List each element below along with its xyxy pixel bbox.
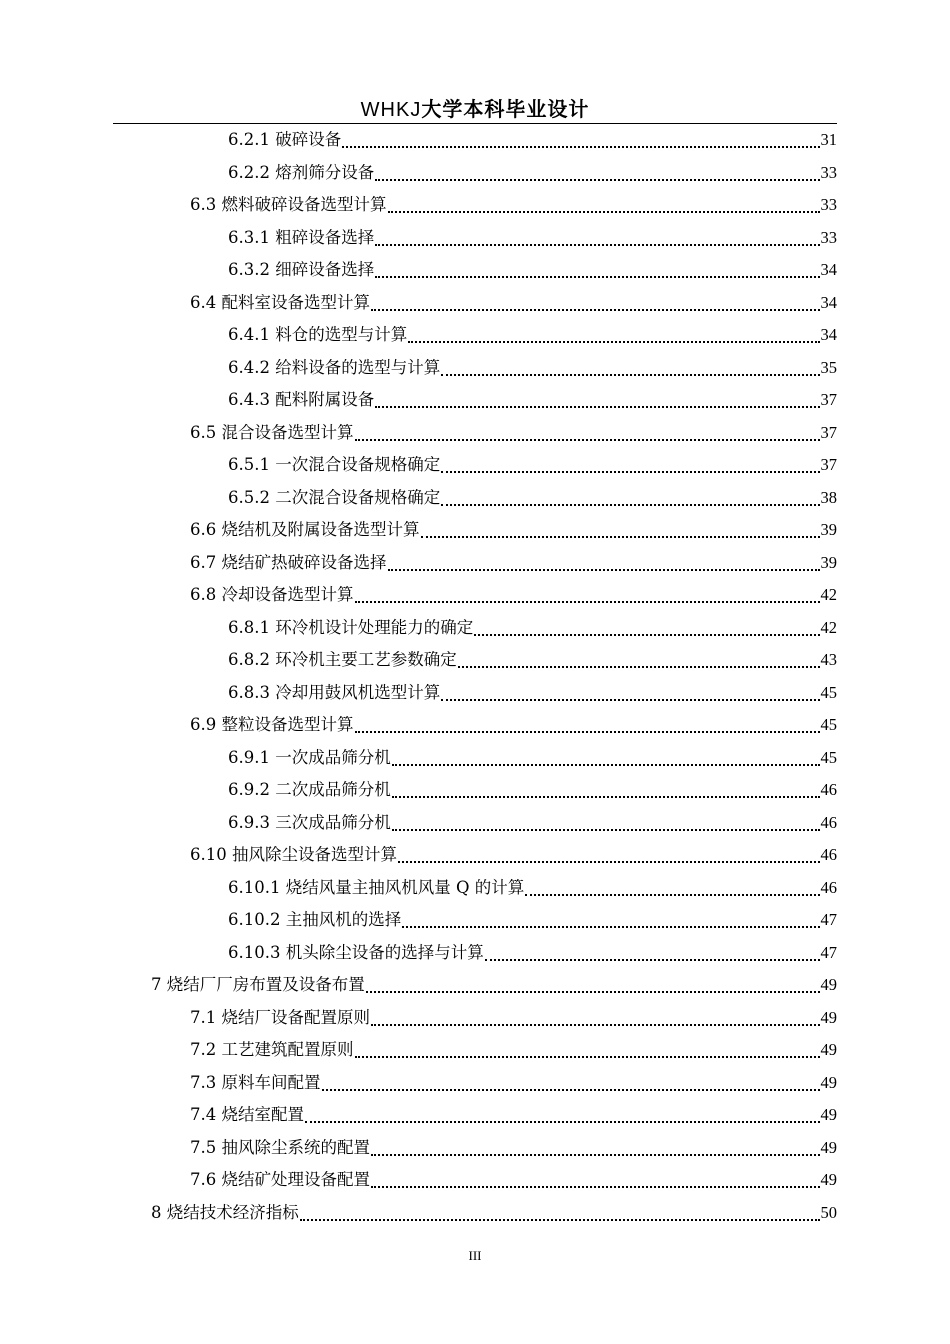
- toc-entry-label: 6.4.1 料仓的选型与计算: [228, 325, 408, 344]
- dot-leader: [375, 179, 819, 181]
- toc-entry-page: 45: [820, 747, 837, 767]
- toc-entry-label: 7.3 原料车间配置: [190, 1072, 321, 1092]
- toc-entry-page: 46: [820, 812, 837, 832]
- dot-leader: [392, 829, 820, 831]
- toc-entry[interactable]: [113, 807, 837, 840]
- toc-entry[interactable]: [113, 124, 837, 157]
- toc-entry-page: 37: [820, 390, 837, 409]
- toc-entry-label: 7.1 烧结厂设备配置原则: [190, 1007, 370, 1027]
- toc-entry[interactable]: [113, 1164, 837, 1197]
- toc-entry-label: 6.10.3 机头除尘设备的选择与计算: [228, 942, 484, 962]
- toc-entry-page: 47: [820, 910, 837, 929]
- toc-entry-page: 37: [820, 422, 837, 442]
- dot-leader: [458, 666, 820, 668]
- toc-entry[interactable]: [113, 352, 837, 385]
- toc-entry[interactable]: [113, 157, 837, 190]
- dot-leader: [441, 504, 819, 506]
- toc-entry[interactable]: [113, 1034, 837, 1067]
- toc-entry[interactable]: [113, 1099, 837, 1132]
- toc-entry-label: 6.4.2 给料设备的选型与计算: [228, 357, 441, 377]
- header-title: 大学本科毕业设计: [421, 97, 590, 121]
- page-number: III: [468, 1248, 482, 1263]
- toc-entry-page: 49: [820, 1040, 837, 1059]
- toc-entry-label: 7.6 烧结矿处理设备配置: [190, 1170, 370, 1189]
- toc-entry[interactable]: [113, 189, 837, 222]
- toc-entry[interactable]: [113, 1197, 837, 1230]
- toc-entry[interactable]: [113, 677, 837, 710]
- toc-entry-page: 34: [820, 325, 837, 344]
- dot-leader: [375, 406, 819, 408]
- toc-entry-label: 6.5.2 二次混合设备规格确定: [228, 487, 441, 507]
- dot-leader: [388, 211, 820, 213]
- toc-entry-page: 49: [820, 1072, 837, 1092]
- toc-entry-label: 7.5 抽风除尘系统的配置: [190, 1137, 370, 1157]
- toc-entry[interactable]: [113, 872, 837, 905]
- toc-entry-label: 6.8.1 环冷机设计处理能力的确定: [228, 617, 474, 637]
- toc-entry-page: 31: [820, 130, 837, 149]
- toc-entry[interactable]: [113, 1002, 837, 1035]
- toc-entry-page: 33: [820, 227, 837, 247]
- dot-leader: [388, 569, 820, 571]
- toc-entry-page: 46: [820, 845, 837, 864]
- toc-entry[interactable]: [113, 222, 837, 255]
- toc-entry-page: 46: [820, 877, 837, 897]
- toc-entry-label: 7 烧结厂厂房布置及设备布置: [151, 975, 365, 994]
- toc-entry-label: 6.9.1 一次成品筛分机: [228, 747, 391, 767]
- toc-entry-label: 6.3.2 细碎设备选择: [228, 260, 375, 279]
- toc-entry[interactable]: [113, 1132, 837, 1165]
- toc-entry-label: 6.3.1 粗碎设备选择: [228, 227, 375, 247]
- toc-entry-page: 47: [820, 942, 837, 962]
- toc-entry-label: 6.9 整粒设备选型计算: [190, 715, 354, 734]
- toc-entry-label: 6.8.2 环冷机主要工艺参数确定: [228, 650, 457, 669]
- toc-entry-page: 38: [820, 487, 837, 507]
- toc-entry-page: 43: [820, 650, 837, 669]
- toc-entry-label: 6.10.2 主抽风机的选择: [228, 910, 402, 929]
- toc-entry[interactable]: [113, 417, 837, 450]
- toc-entry[interactable]: [113, 384, 837, 417]
- dot-leader: [322, 1089, 820, 1091]
- toc-entry-label: 6.2.2 熔剂筛分设备: [228, 162, 375, 182]
- toc-entry-page: 35: [820, 357, 837, 377]
- dot-leader: [366, 991, 820, 993]
- toc-entry[interactable]: [113, 644, 837, 677]
- toc-entry[interactable]: [113, 579, 837, 612]
- dot-leader: [355, 1056, 820, 1058]
- toc-entry-label: 6.10.1 烧结风量主抽风机风量 Q 的计算: [228, 877, 525, 897]
- toc-entry[interactable]: [113, 612, 837, 645]
- page-header: [113, 94, 837, 124]
- dot-leader: [408, 341, 819, 343]
- toc-entry-label: 6.5.1 一次混合设备规格确定: [228, 455, 441, 474]
- dot-leader: [392, 796, 820, 798]
- toc-entry-page: 46: [820, 780, 837, 799]
- toc-entry-page: 39: [820, 552, 837, 572]
- dot-leader: [485, 959, 820, 961]
- toc-entry-page: 49: [820, 1007, 837, 1027]
- toc-entry[interactable]: [113, 514, 837, 547]
- dot-leader: [355, 731, 820, 733]
- toc-entry-page: 49: [820, 1105, 837, 1124]
- dot-leader: [371, 309, 820, 311]
- toc-entry-label: 6.4 配料室设备选型计算: [190, 292, 370, 312]
- dot-leader: [300, 1219, 820, 1221]
- toc-entry-page: 45: [820, 682, 837, 702]
- dot-leader: [371, 1024, 820, 1026]
- toc-entry-label: 8 烧结技术经济指标: [151, 1202, 299, 1222]
- toc-entry[interactable]: [113, 937, 837, 970]
- toc-entry[interactable]: [113, 254, 837, 287]
- toc-entry-page: 49: [820, 1170, 837, 1189]
- toc-entry-label: 6.4.3 配料附属设备: [228, 390, 375, 409]
- toc-entry[interactable]: [113, 449, 837, 482]
- toc-entry-page: 50: [820, 1202, 837, 1222]
- toc-entry-label: 6.10 抽风除尘设备选型计算: [190, 845, 397, 864]
- toc-entry[interactable]: [113, 482, 837, 515]
- toc-entry-label: 6.9.2 二次成品筛分机: [228, 780, 391, 799]
- toc-entry-label: 6.7 烧结矿热破碎设备选择: [190, 552, 387, 572]
- toc-entry-label: 7.4 烧结室配置: [190, 1105, 304, 1124]
- toc-entry-label: 6.8.3 冷却用鼓风机选型计算: [228, 682, 441, 702]
- toc-entry-page: 33: [820, 195, 837, 214]
- dot-leader: [402, 926, 819, 928]
- toc-entry-page: 49: [820, 975, 837, 994]
- toc-entry-page: 39: [820, 520, 837, 539]
- toc-entry-label: 6.9.3 三次成品筛分机: [228, 812, 391, 832]
- toc-entry-label: 6.2.1 破碎设备: [228, 130, 342, 149]
- toc-entry-label: 6.3 燃料破碎设备选型计算: [190, 195, 387, 214]
- toc-entry[interactable]: [113, 319, 837, 352]
- dot-leader: [342, 146, 819, 148]
- table-of-contents: [113, 124, 837, 1229]
- toc-entry-label: 6.8 冷却设备选型计算: [190, 585, 354, 604]
- dot-leader: [375, 244, 819, 246]
- toc-entry-page: 33: [820, 162, 837, 182]
- dot-leader: [371, 1186, 820, 1188]
- toc-entry-label: 6.5 混合设备选型计算: [190, 422, 354, 442]
- toc-entry-page: 49: [820, 1137, 837, 1157]
- toc-entry-page: 42: [820, 585, 837, 604]
- toc-entry[interactable]: [113, 742, 837, 775]
- toc-entry-page: 34: [820, 292, 837, 312]
- dot-leader: [355, 439, 820, 441]
- dot-leader: [392, 764, 820, 766]
- toc-entry-page: 34: [820, 260, 837, 279]
- toc-entry[interactable]: [113, 904, 837, 937]
- dot-leader: [398, 861, 820, 863]
- dot-leader: [525, 894, 819, 896]
- toc-entry-label: 6.6 烧结机及附属设备选型计算: [190, 520, 420, 539]
- toc-entry-page: 42: [820, 617, 837, 637]
- dot-leader: [375, 276, 819, 278]
- toc-entry[interactable]: [113, 774, 837, 807]
- toc-entry-page: 37: [820, 455, 837, 474]
- header-latin: WHKJ: [360, 99, 422, 121]
- dot-leader: [474, 634, 819, 636]
- dot-leader: [441, 374, 819, 376]
- toc-entry-page: 45: [820, 715, 837, 734]
- toc-entry[interactable]: [113, 287, 837, 320]
- toc-entry-label: 7.2 工艺建筑配置原则: [190, 1040, 354, 1059]
- dot-leader: [441, 699, 819, 701]
- dot-leader: [441, 471, 819, 473]
- toc-entry[interactable]: [113, 839, 837, 872]
- dot-leader: [355, 601, 820, 603]
- toc-entry[interactable]: [113, 969, 837, 1002]
- dot-leader: [371, 1154, 820, 1156]
- toc-entry[interactable]: [113, 547, 837, 580]
- dot-leader: [421, 536, 820, 538]
- toc-entry[interactable]: [113, 1067, 837, 1100]
- dot-leader: [305, 1121, 820, 1123]
- toc-entry[interactable]: [113, 709, 837, 742]
